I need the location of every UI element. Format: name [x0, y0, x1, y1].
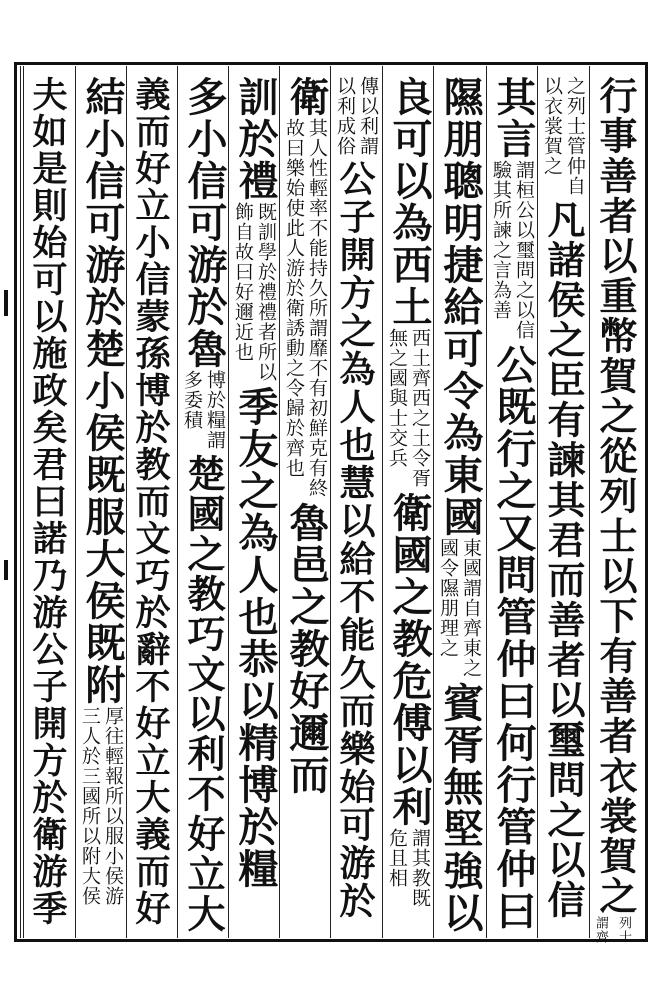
- main-text: 行事善者以重幣賀之從列士以下有善者衣裳賀之: [593, 76, 638, 916]
- main-text: 公既行之又問管仲曰何行管仲曰: [490, 344, 537, 932]
- commentary-text: 謂齊: [593, 916, 608, 944]
- column-rule: [537, 66, 538, 938]
- column-rule: [433, 66, 434, 938]
- column-rule: [23, 66, 24, 938]
- commentary-text: 既訓學於禮禮者所以: [255, 202, 277, 382]
- commentary-text: 謂桓公以璽問之以信: [513, 160, 535, 340]
- main-text: 多小信可游於魯: [181, 76, 228, 370]
- column-rule: [589, 66, 590, 938]
- commentary-text: 東國謂自齊東之: [460, 538, 482, 678]
- commentary-text: 傳以利謂: [357, 76, 379, 156]
- column-rule: [177, 66, 178, 938]
- column-rule: [75, 66, 76, 938]
- commentary-text: 三人於三國所以附大侯: [79, 706, 101, 906]
- commentary-text: 謂其教既: [409, 828, 431, 908]
- main-text: 訓於禮: [232, 76, 279, 202]
- commentary-text: 以衣裳賀之: [541, 76, 563, 176]
- commentary-text: 博於糧謂: [204, 370, 226, 450]
- main-text: 夫如是則始可以施政矣君曰諾乃游公子開方於衛游季: [27, 76, 68, 927]
- column-rule: [382, 66, 383, 938]
- column-rule: [20, 66, 21, 938]
- commentary-text: 列士: [616, 916, 631, 944]
- commentary-text: 厚往輕報所以服小侯游: [102, 706, 124, 906]
- main-text: 魯邑之教好邇而: [283, 502, 330, 796]
- main-text: 其言: [490, 76, 537, 160]
- main-text: 公子開方之為人也慧以給不能久而樂始可游於: [334, 160, 376, 920]
- main-text: 隰朋聰明捷給可令為東國: [437, 76, 484, 538]
- column-rule: [279, 66, 280, 938]
- main-text: 凡諸侯之臣有諫其君而善者以璽問之以信: [541, 200, 586, 920]
- margin-mark: [4, 290, 8, 316]
- main-text: 結小信可游於楚小侯既服大侯既附: [79, 76, 126, 706]
- commentary-text: 飾自故曰好邇近也: [232, 202, 254, 362]
- main-text: 良可以為西土: [386, 76, 433, 328]
- commentary-text: 以利成俗: [334, 76, 356, 156]
- margin-mark: [4, 560, 8, 580]
- main-text: 衛: [283, 76, 330, 118]
- commentary-text: 危且相: [386, 828, 408, 888]
- commentary-text: 故曰樂始使此人游於衛誘動之令歸於齊也: [283, 118, 305, 478]
- main-text: 衛國之教危傅以利: [386, 492, 433, 828]
- commentary-text: 國令隰朋理之: [437, 538, 459, 658]
- commentary-text: 無之國與士交兵: [386, 328, 408, 468]
- column-rule: [126, 66, 127, 938]
- column-rule: [486, 66, 487, 938]
- main-text: 賓胥無堅強以: [437, 682, 484, 934]
- commentary-text: 之列士管仲自: [564, 76, 586, 196]
- commentary-text: 西土齊西之土令胥: [409, 328, 431, 488]
- commentary-text: 多委積: [181, 370, 203, 430]
- commentary-text: 其人性輕率不能持久所謂靡不有初鮮克有終: [306, 118, 328, 498]
- commentary-text: 驗其所諫之言為善: [490, 160, 512, 320]
- column-rule: [330, 66, 331, 938]
- column-rule: [228, 66, 229, 938]
- main-text: 義而好立小信蒙孫博於教而文巧於辭不好立大義而好: [130, 76, 171, 927]
- main-text: 季友之為人也恭以精博於糧: [232, 386, 279, 890]
- main-text: 楚國之教巧文以利不好立大: [181, 454, 226, 934]
